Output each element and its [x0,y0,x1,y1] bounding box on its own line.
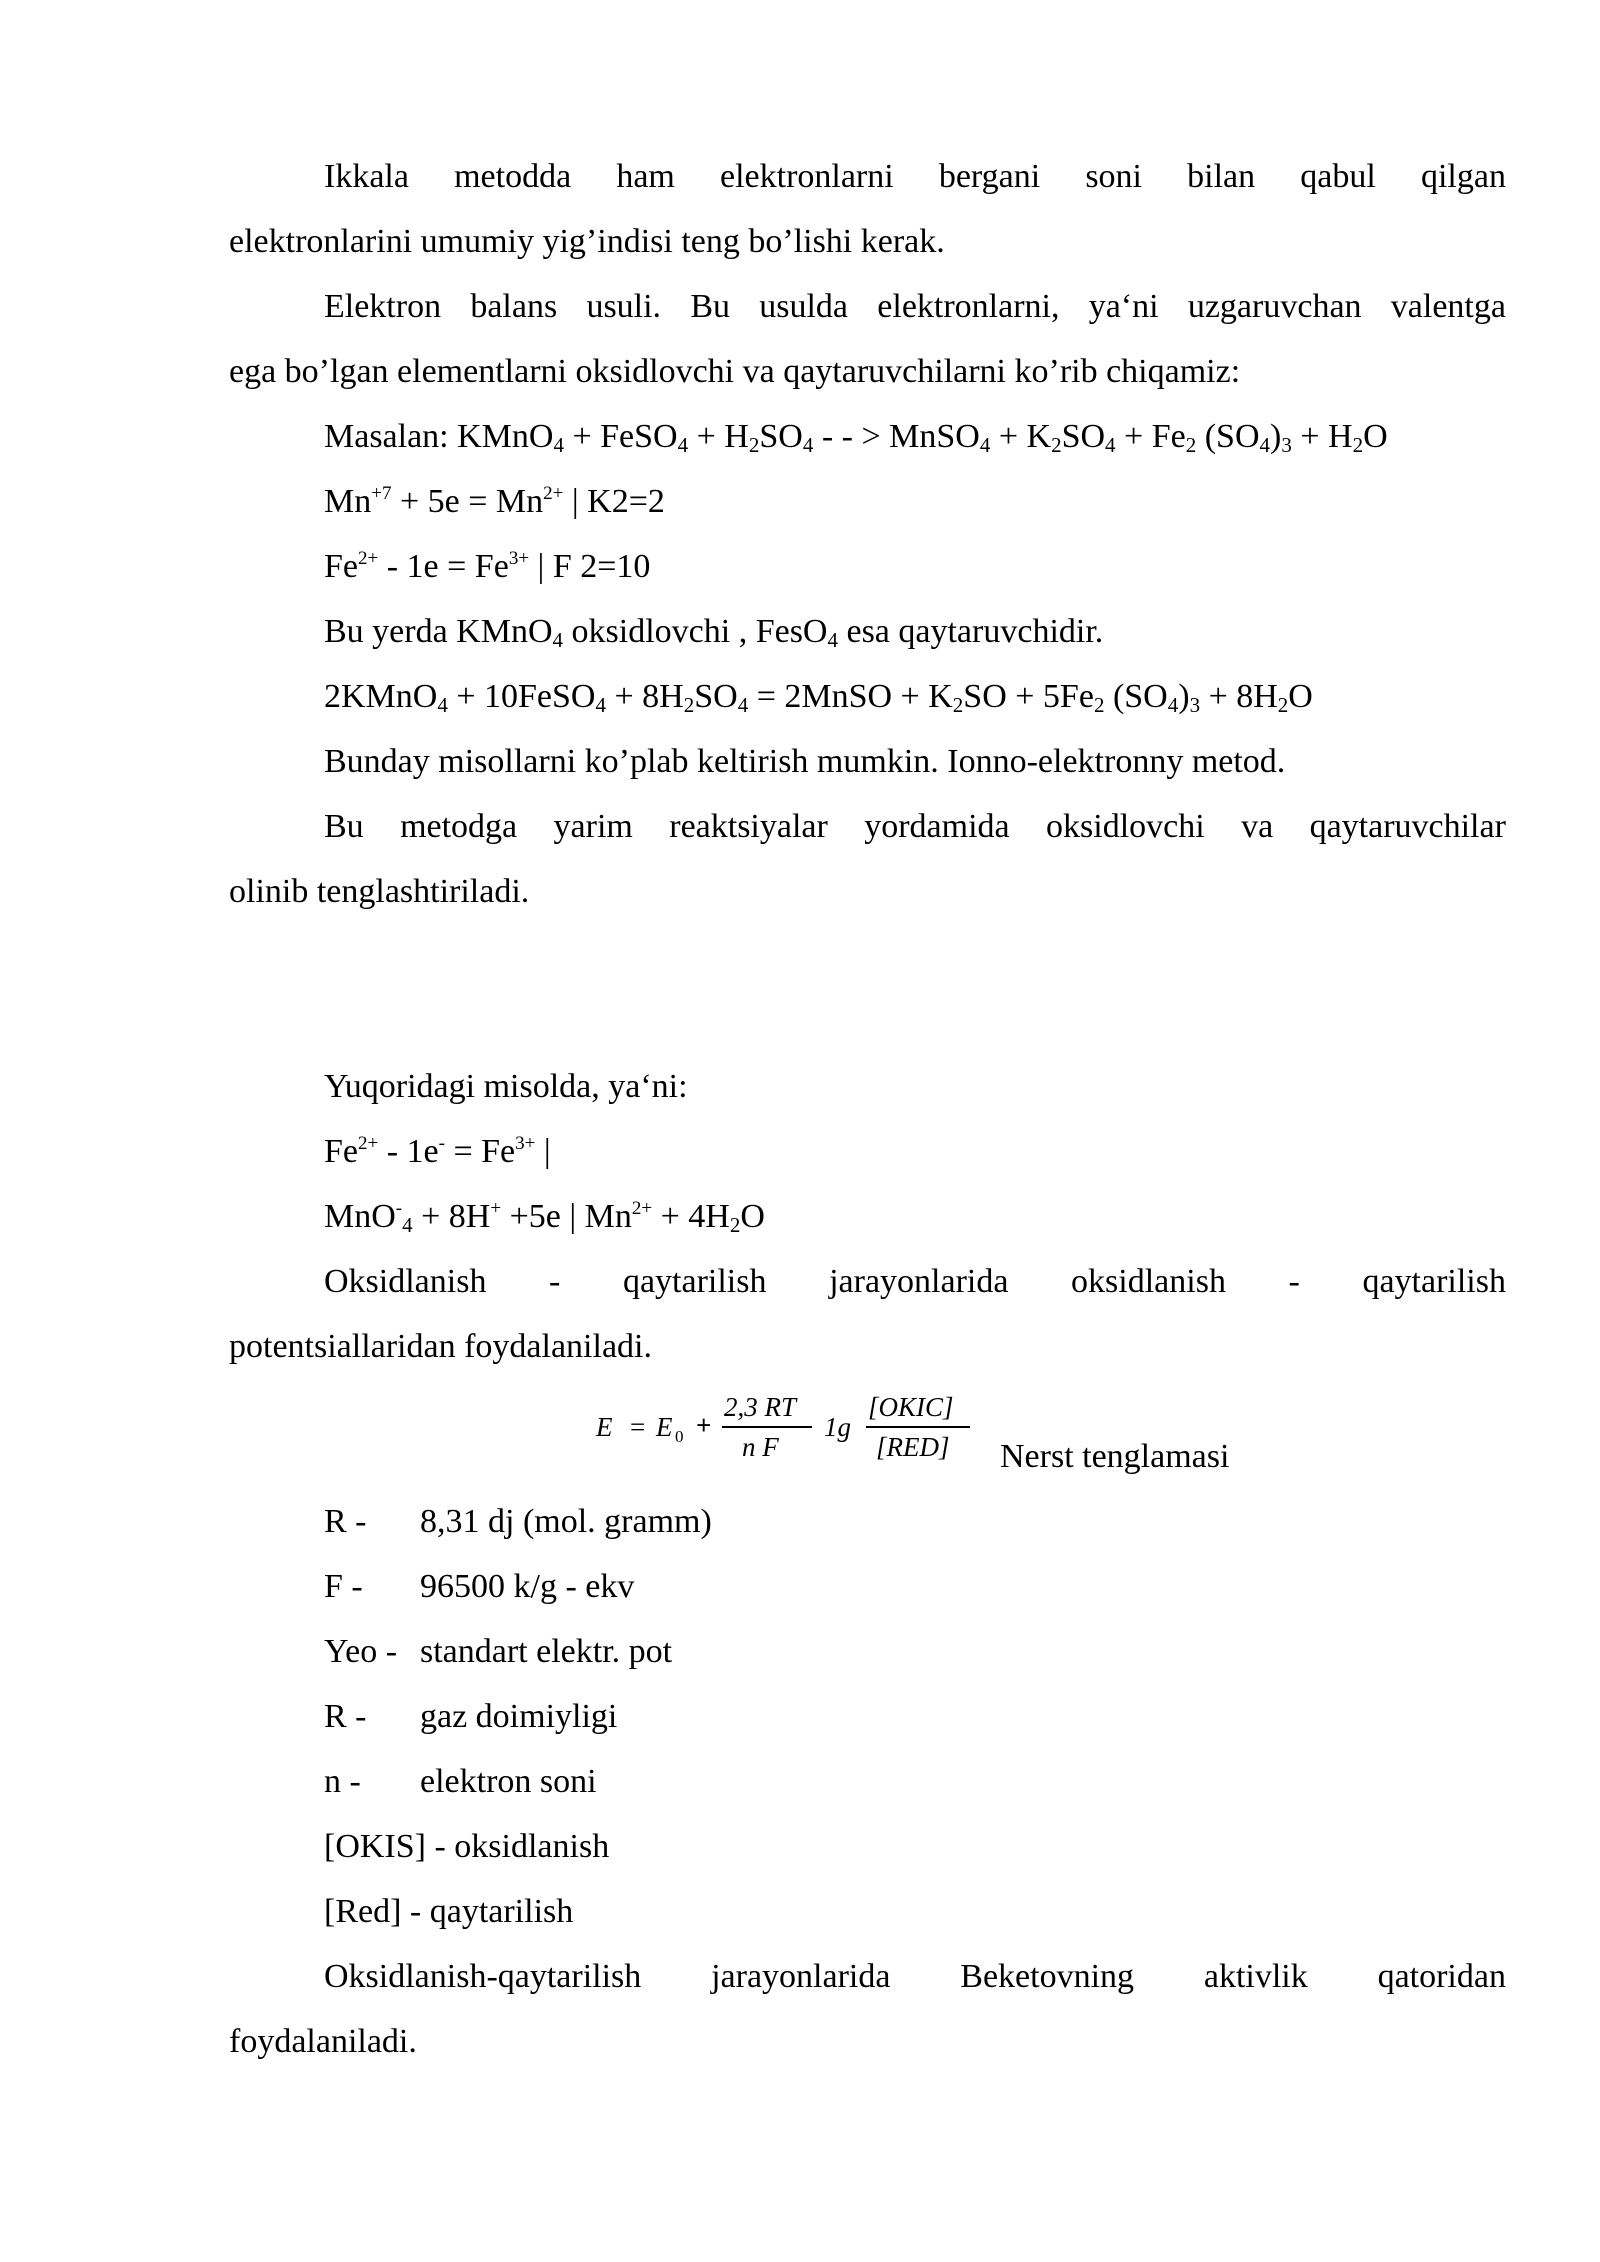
term-row [324,1570,634,1604]
paragraph-4-line-1 [324,1265,1506,1299]
word: Bu [690,288,730,325]
word: aktivlik [1203,1958,1308,1995]
text: | [535,1133,551,1170]
paragraph-1-line-2: elektronlarini umumiy yig’indisi teng bo’lishi kerak. [229,223,945,260]
word: bilan [1187,158,1256,195]
formula-plus: + [696,1410,712,1440]
text: + Fe [1115,418,1186,455]
word: bergani [938,158,1041,195]
formula-fraction-bar-2 [866,1426,970,1428]
subscript: 4 [1259,433,1271,457]
word: qatoridan [1377,1958,1506,1995]
superscript: 2+ [358,548,379,569]
subscript: 3 [1189,693,1201,717]
subscript: 4 [979,433,991,457]
superscript: 3+ [508,548,530,569]
text: + 8H [1200,678,1278,715]
text: ) [1178,678,1190,715]
text: 2KMnO [324,678,438,715]
yuqoridagi-line: Yuqoridagi misolda, ya‘ni: [324,1068,688,1105]
term-row [324,1635,672,1669]
word: elektronlarni [720,158,894,195]
subscript: 2 [1352,433,1364,457]
word: valentga [1390,288,1506,325]
formula-okic: [OKIC] [868,1392,954,1422]
superscript: 2+ [543,483,564,504]
okis-line: [OKIS] - oksidlanish [324,1828,610,1865]
subscript: 4 [827,628,838,652]
reaction-equation-2 [324,678,1313,717]
paragraph-3-line-2: olinib tenglashtiriladi. [229,873,530,910]
term-row [324,1700,617,1734]
superscript: - [395,1198,403,1219]
word: qaytarilish [622,1263,767,1300]
text: Fe [324,548,358,585]
word: yordamida [864,808,1010,845]
word: uzgaruvchan [1187,288,1362,325]
subscript: 4 [737,693,749,717]
paragraph-3-line-1 [324,810,1506,844]
subscript: 4 [437,693,448,717]
paragraph-4-line-2: potentsiallaridan foydalaniladi. [229,1328,652,1365]
word: Beketovning [960,1958,1135,1995]
text: Masalan: KMnO [324,418,554,455]
subscript: 4 [552,628,564,652]
word: usuli. [586,288,662,325]
word: soni [1085,158,1143,195]
subscript: 2 [683,693,695,717]
ion-equation-fe [324,1135,551,1169]
oxidizer-reducer-note [324,613,1104,652]
word: reaktsiyalar [669,808,828,845]
word: usulda [759,288,849,325]
subscript: 4 [1105,433,1116,457]
subscript: 2 [729,1213,741,1237]
paragraph-1-line-1 [324,160,1506,194]
text: + K [990,418,1052,455]
text: Mn [324,483,372,520]
word: qaytarilish [1362,1263,1506,1300]
text: (SO [1196,418,1260,455]
word: metodga [400,808,518,845]
formula-numerator: 2,3 RT [724,1392,797,1422]
text: esa qaytaruvchidir. [837,613,1104,650]
text: O [1363,418,1388,455]
subscript: 3 [1281,433,1292,457]
text: - 1e [378,1133,439,1170]
subscript: 2 [1277,693,1289,717]
term-description: elektron soni [420,1763,597,1800]
word: Oksidlanish-qaytarilish [324,1958,642,1995]
text: = Fe [444,1133,516,1170]
half-reaction-mn [324,485,665,519]
text: oksidlovchi , FesO [563,613,828,650]
word: yarim [553,808,633,845]
word: jarayonlarida [829,1263,1009,1300]
superscript: - [438,1133,445,1154]
text: + 8H [412,1198,491,1235]
word: metodda [454,158,572,195]
subscript: 4 [677,433,689,457]
superscript: +7 [371,483,392,504]
text: | F 2=10 [529,548,651,585]
ion-equation-mno4 [324,1198,765,1237]
paragraph-5-line-1 [324,1960,1506,1994]
paragraph-5-line-2: foydalaniladi. [229,2023,417,2060]
text: (SO [1104,678,1168,715]
formula-fraction-bar [722,1426,812,1428]
subscript: 2 [1093,693,1105,717]
formula-red: [RED] [876,1432,950,1462]
text: | K2=2 [563,483,665,520]
word: oksidlanish [1071,1263,1226,1300]
nernst-formula [596,1392,1006,1464]
subscript: 2 [1185,433,1197,457]
word: - [549,1263,561,1300]
bunday-line: Bunday misollarni ko’plab keltirish mumkin. Ionno-elektronny metod. [324,743,1286,780]
text: SO [1061,418,1106,455]
text: - - > MnSO [813,418,980,455]
text: + 8H [605,678,684,715]
word: qaytaruvchilar [1309,808,1506,845]
word: ya‘ni [1088,288,1159,325]
text: - 1e = Fe [378,548,509,585]
formula-e0-subscript: 0 [675,1427,684,1446]
superscript: 2+ [358,1133,379,1154]
paragraph-2-line-2: ega bo’lgan elementlarni oksidlovchi va qaytaruvchilarni ko’rib chiqamiz: [229,353,1241,390]
word: qilgan [1420,158,1506,195]
text: O [1288,678,1313,715]
text: MnO [324,1198,396,1235]
text: + H [688,418,749,455]
superscript: + [490,1198,502,1219]
text: + 5e = Mn [391,483,544,520]
word: jarayonlarida [711,1958,891,1995]
term-key: R - [324,1503,367,1540]
word: ham [616,158,675,195]
word: Oksidlanish [324,1263,487,1300]
term-key: n - [324,1763,361,1800]
text: SO [694,678,738,715]
term-description: 8,31 dj (mol. gramm) [420,1503,712,1540]
word: elektronlarni, [877,288,1060,325]
text: = 2MnSO + K [748,678,953,715]
word: qabul [1300,158,1376,195]
paragraph-2-line-1 [324,290,1506,324]
subscript: 4 [553,433,564,457]
subscript: 4 [802,433,814,457]
text: ) [1270,418,1282,455]
red-line: [Red] - qaytarilish [324,1893,574,1930]
term-key: F - [324,1568,363,1605]
text: + 10FeSO [447,678,596,715]
text: Fe [324,1133,358,1170]
term-key: R - [324,1698,367,1735]
text: + H [1291,418,1353,455]
half-reaction-fe [324,550,650,584]
term-row [324,1765,597,1799]
superscript: 3+ [515,1133,536,1154]
formula-e: E [596,1412,613,1442]
formula-label: Nerst tenglamasi [1000,1438,1230,1475]
word: Elektron [324,288,442,325]
text: + FeSO [563,418,678,455]
word: oksidlovchi [1046,808,1205,845]
term-description: 96500 k/g - ekv [420,1568,635,1605]
word: Ikkala [324,158,409,195]
formula-e0: E [656,1412,673,1442]
subscript: 2 [952,693,964,717]
reaction-equation-1 [324,418,1388,457]
text: SO + 5Fe [963,678,1094,715]
formula-lg: 1g [824,1412,851,1442]
subscript: 4 [595,693,606,717]
word: balans [470,288,558,325]
word: va [1241,808,1274,845]
term-description: gaz doimiyligi [420,1698,618,1735]
text: Bu yerda KMnO [324,613,553,650]
word: - [1288,1263,1300,1300]
formula-equals: = [630,1412,646,1442]
text: SO [759,418,803,455]
subscript: 4 [1167,693,1179,717]
subscript: 2 [748,433,760,457]
subscript: 2 [1051,433,1062,457]
text: O [740,1198,765,1235]
formula-denominator: n F [742,1432,779,1462]
term-key: Yeo - [324,1633,398,1670]
text: +5e | Mn [501,1198,632,1235]
term-row [324,1505,712,1539]
term-description: standart elektr. pot [420,1633,673,1670]
text: + 4H [652,1198,730,1235]
superscript: 2+ [631,1198,653,1219]
subscript: 4 [402,1213,413,1237]
word: Bu [324,808,364,845]
